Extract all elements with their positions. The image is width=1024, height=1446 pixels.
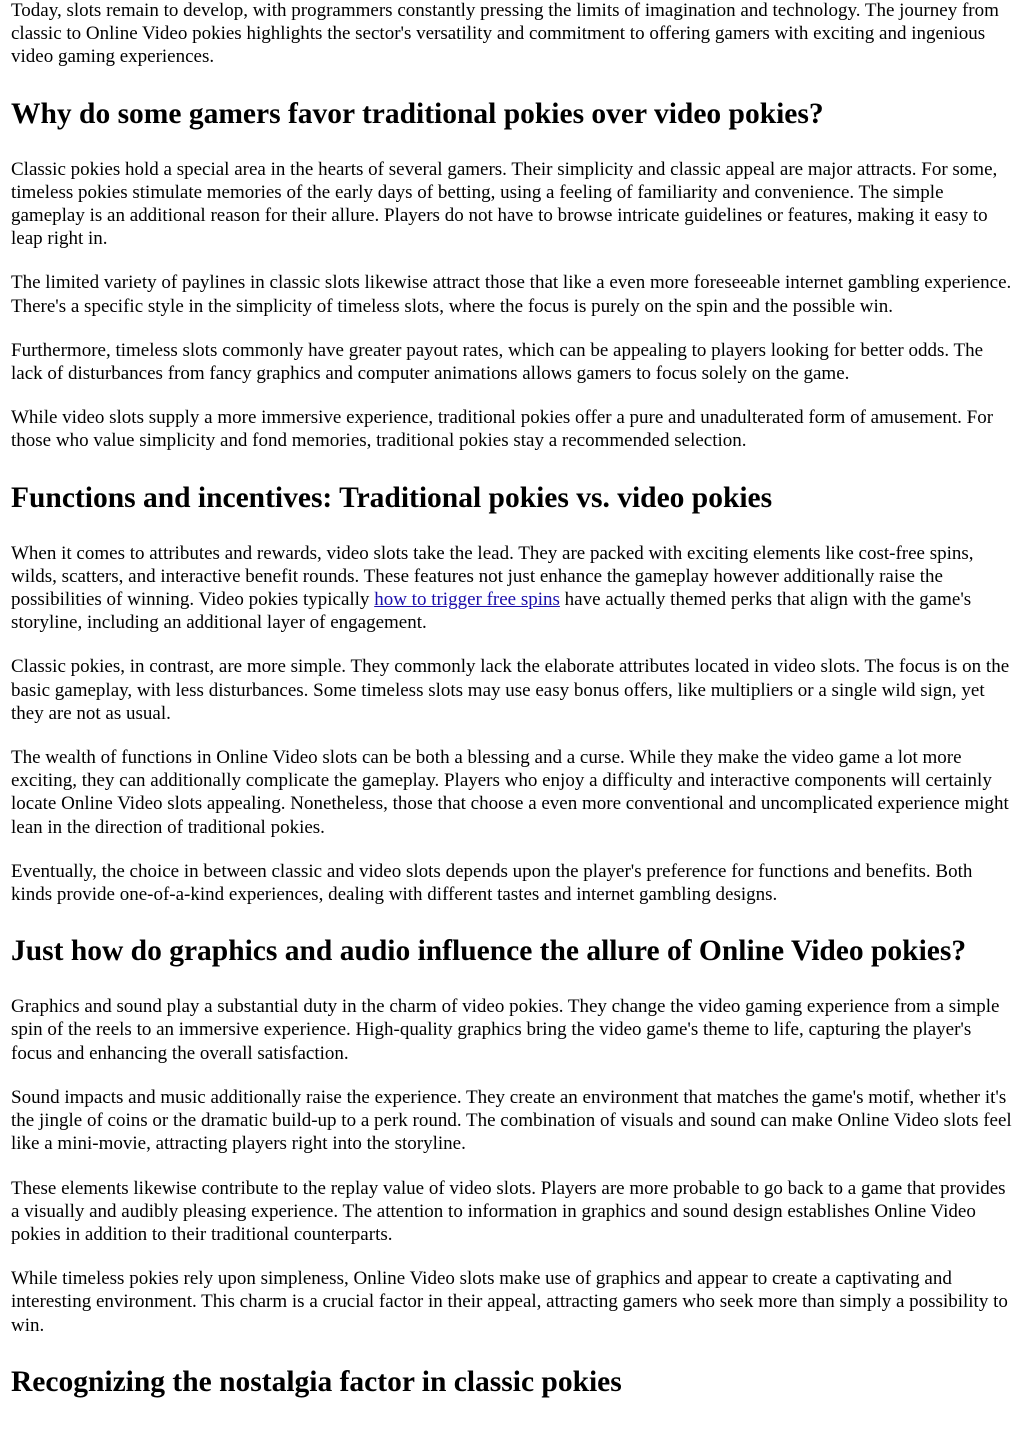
paragraph: Eventually, the choice in between classic and video slots depends upon the player's preference for functions and benefits. Both kinds provide one-of-a-kind experiences, dealing with different tastes and internet gambling designs.: [11, 860, 973, 906]
section-heading-nostalgia: Recognizing the nostalgia factor in classic pokies: [11, 1365, 622, 1398]
section-heading-functions-incentives: Functions and incentives: Traditional pokies vs. video pokies: [11, 481, 773, 514]
paragraph-with-link: [11, 542, 1013, 635]
paragraph: While video slots supply a more immersive experience, traditional pokies offer a pure and unadulterated form of amusement. For those who value simplicity and fond memories, traditional pokies stay a recommended selection.: [11, 407, 994, 452]
paragraph: Sound impacts and music additionally raise the experience. They create an environment that matches the game's motif, whether it's the jingle of coins or the dramatic build-up to a perk round. The combination of visuals and sound can make Online Video slots feel like a mini-movie, attracting players right into the storyline.: [11, 1086, 1012, 1155]
paragraph: The wealth of functions in Online Video slots can be both a blessing and a curse. While they make the video game a lot more exciting, they can additionally complicate the gameplay. Players who enjoy a difficulty and interactive components will certainly locate Online Video slots appealing. Nonetheless, those that choose a even more conventional and uncomplicated experience might lean in the direction of traditional pokies.: [11, 747, 1009, 838]
paragraph: While timeless pokies rely upon simpleness, Online Video slots make use of graphics and appear to create a captivating and interesting environment. This charm is a crucial factor in their appeal, attracting gamers who seek more than simply a possibility to win.: [11, 1268, 1008, 1336]
section-heading-traditional-vs-video: Why do some gamers favor traditional pokies over video pokies?: [11, 97, 824, 130]
paragraph: Furthermore, timeless slots commonly have greater payout rates, which can be appealing to players looking for better odds. The lack of disturbances from fancy graphics and computer animations allows gamers to focus solely on the game.: [11, 339, 984, 385]
paragraph: The limited variety of paylines in classic slots likewise attract those that like a even more foreseeable internet gambling experience. There's a specific style in the simplicity of timeless slots, where the focus is purely on the spin and the possible win.: [11, 272, 1012, 317]
paragraph: Classic pokies, in contrast, are more simple. They commonly lack the elaborate attributes located in video slots. The focus is on the basic gameplay, with less disturbances. Some timeless slots may use easy bonus offers, like multipliers or a single wild sign, yet they are not as usual.: [11, 656, 1010, 724]
paragraph: These elements likewise contribute to the replay value of video slots. Players are more probable to go back to a game that provides a visually and audibly pleasing experience. The attention to information in graphics and sound design establishes Online Video pokies in addition to their traditional counterparts.: [11, 1177, 1006, 1245]
section-heading-graphics-audio: Just how do graphics and audio influence the allure of Online Video pokies?: [11, 935, 967, 968]
paragraph: Classic pokies hold a special area in the hearts of several gamers. Their simplicity and classic appeal are major attracts. For some, timeless pokies stimulate memories of the early days of betting, using a feeling of familiarity and convenience. The simple gameplay is an additional reason for their allure. Players do not have to browse intricate guidelines or features, making it easy to leap right in.: [11, 158, 998, 250]
free-spins-link[interactable]: how to trigger free spins: [374, 589, 560, 611]
intro-paragraph: Today, slots remain to develop, with programmers constantly pressing the limits of imagination and technology. The journey from classic to Online Video pokies highlights the sector's versatility and commitment to offering gamers with exciting and ingenious video gaming experiences.: [11, 0, 999, 68]
paragraph-text: have actually themed perks that align with the game's storyline, including an additional layer of engagement.: [11, 589, 972, 634]
paragraph-text: When it comes to attributes and rewards, video slots take the lead. They are packed with exciting elements like cost-free spins, wilds, scatters, and interactive benefit rounds. These features not just enhance the gameplay however additionally raise the possibilities of winning. Video pokies typically: [11, 542, 974, 611]
paragraph: Graphics and sound play a substantial duty in the charm of video pokies. They change the video gaming experience from a simple spin of the reels to an immersive experience. High-quality graphics bring the video game's theme to life, capturing the player's focus and enhancing the overall satisfaction.: [11, 996, 1000, 1064]
